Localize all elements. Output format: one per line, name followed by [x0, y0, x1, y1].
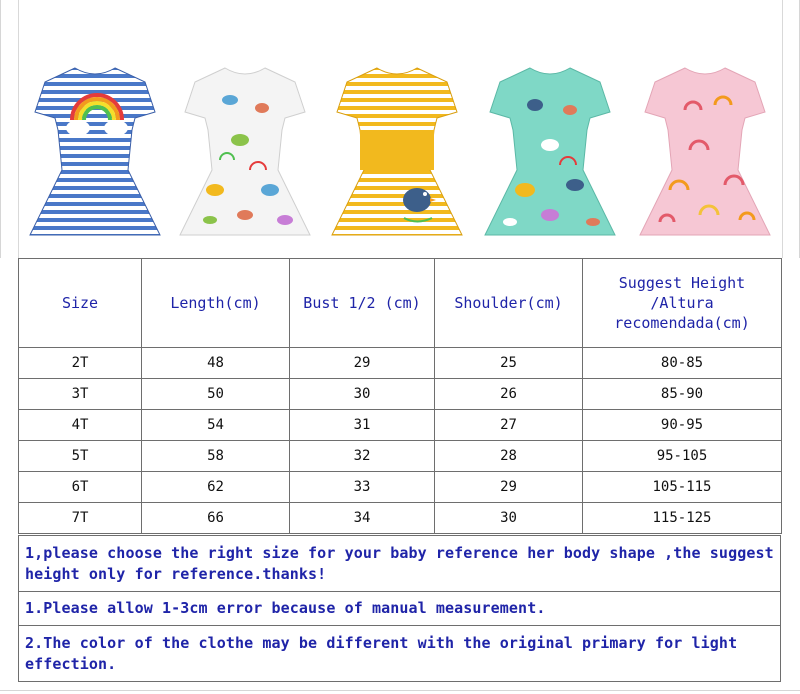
- cell-length: 58: [142, 441, 290, 472]
- cell-length: 66: [142, 503, 290, 534]
- table-row: [19, 503, 782, 534]
- cell-size: 7T: [19, 503, 142, 534]
- size-chart-table: [18, 258, 782, 534]
- cell-height: 105-115: [583, 472, 782, 503]
- notes-block: [18, 535, 781, 682]
- cell-size: 2T: [19, 348, 142, 379]
- table-header-row: [19, 259, 782, 348]
- cell-shoulder: 29: [435, 472, 583, 503]
- table-row: [19, 472, 782, 503]
- table-row: [19, 410, 782, 441]
- cell-size: 6T: [19, 472, 142, 503]
- mint-unicorn-print-dress-image: [475, 50, 625, 245]
- cell-bust: 31: [290, 410, 435, 441]
- cell-height: 115-125: [583, 503, 782, 534]
- cell-length: 54: [142, 410, 290, 441]
- header-shoulder: Shoulder(cm): [435, 259, 583, 348]
- cell-shoulder: 28: [435, 441, 583, 472]
- cell-size: 3T: [19, 379, 142, 410]
- cell-bust: 30: [290, 379, 435, 410]
- cell-bust: 33: [290, 472, 435, 503]
- header-length: Length(cm): [142, 259, 290, 348]
- cell-length: 62: [142, 472, 290, 503]
- header-suggest-height: Suggest Height /Altura recomendada(cm): [583, 259, 782, 348]
- cell-height: 80-85: [583, 348, 782, 379]
- blue-stripe-rainbow-dress-image: [20, 50, 170, 245]
- cell-size: 5T: [19, 441, 142, 472]
- header-size: Size: [19, 259, 142, 348]
- cell-length: 50: [142, 379, 290, 410]
- cell-height: 95-105: [583, 441, 782, 472]
- note-size-advice: 1,please choose the right size for your baby reference her body shape ,the suggest height only for reference.thanks!: [19, 535, 780, 591]
- white-dinosaur-print-dress-image: [170, 50, 320, 245]
- header-bust: Bust 1/2 (cm): [290, 259, 435, 348]
- pink-rainbow-print-dress-image: [630, 50, 780, 245]
- cell-shoulder: 30: [435, 503, 583, 534]
- table-row: [19, 348, 782, 379]
- table-row: [19, 379, 782, 410]
- cell-shoulder: 25: [435, 348, 583, 379]
- divider: [0, 690, 800, 691]
- cell-bust: 34: [290, 503, 435, 534]
- table-row: [19, 441, 782, 472]
- cell-bust: 29: [290, 348, 435, 379]
- yellow-stripe-bird-dress-image: [322, 50, 472, 245]
- cell-length: 48: [142, 348, 290, 379]
- cell-height: 85-90: [583, 379, 782, 410]
- cell-shoulder: 27: [435, 410, 583, 441]
- cell-size: 4T: [19, 410, 142, 441]
- cell-shoulder: 26: [435, 379, 583, 410]
- note-measurement-error: 1.Please allow 1-3cm error because of manual measurement.: [19, 591, 780, 625]
- dress-photo-row: [20, 50, 780, 245]
- note-color-difference: 2.The color of the clothe may be different with the original primary for light effection.: [19, 625, 780, 681]
- cell-height: 90-95: [583, 410, 782, 441]
- cell-bust: 32: [290, 441, 435, 472]
